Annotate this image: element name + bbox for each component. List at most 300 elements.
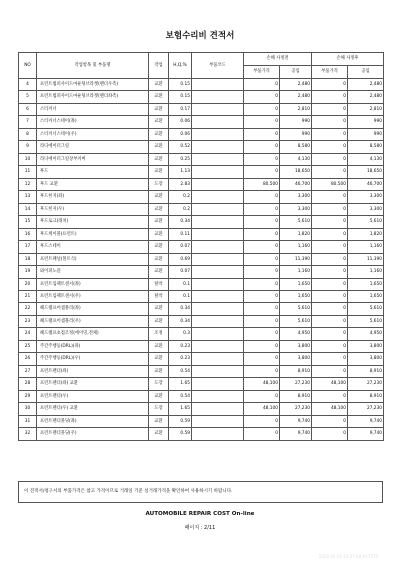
cell-work: 교환: [149, 353, 169, 365]
cell-after-labor: 8,910: [348, 390, 384, 402]
cell-work: 조정: [149, 328, 169, 340]
cell-after-labor: 1,650: [348, 290, 384, 302]
cell-before-part-price: 0: [244, 353, 280, 365]
cell-no: 28: [19, 378, 37, 390]
table-row: [19, 365, 384, 377]
cell-work: 도장: [149, 403, 169, 415]
cell-no: 31: [19, 415, 37, 427]
cell-code: [192, 253, 244, 265]
cell-hqs: 0.34: [169, 315, 192, 327]
cell-item: 후드 교환: [37, 178, 149, 190]
table-row: [19, 166, 384, 178]
cell-item: 후드케이블(프런트): [37, 228, 149, 240]
cell-after-labor: 1,160: [348, 241, 384, 253]
cell-no: 5: [19, 91, 37, 103]
cell-before-part-price: 48,100: [244, 378, 280, 390]
cell-hqs: 0.06: [169, 128, 192, 140]
cell-no: 10: [19, 153, 37, 165]
cell-hqs: 0.1: [169, 290, 192, 302]
cell-before-labor: 8,910: [280, 390, 312, 402]
table-row: [19, 378, 384, 390]
cell-before-labor: 27,230: [280, 403, 312, 415]
cell-work: 도장: [149, 378, 169, 390]
cell-hqs: 0.07: [169, 241, 192, 253]
cell-code: [192, 266, 244, 278]
cell-work: 탈착: [149, 278, 169, 290]
document-title: 보험수리비 견적서: [165, 31, 235, 41]
cell-before-labor: 5,610: [280, 303, 312, 315]
cell-after-part-price: 0: [312, 290, 348, 302]
cell-item: 프런트펜더몰딩(좌): [37, 415, 149, 427]
cell-after-part-price: 0: [312, 153, 348, 165]
cell-code: [192, 328, 244, 340]
cell-hqs: 0.15: [169, 79, 192, 91]
cell-item: 주간주행등(DRL)(좌): [37, 340, 149, 352]
cell-hqs: 0.23: [169, 340, 192, 352]
cell-before-labor: 990: [280, 116, 312, 128]
table-row: [19, 178, 384, 190]
cell-before-part-price: 0: [244, 328, 280, 340]
cell-hqs: 0.25: [169, 153, 192, 165]
cell-before-labor: 3,800: [280, 353, 312, 365]
cell-work: 교환: [149, 166, 169, 178]
cell-before-labor: 46,700: [280, 178, 312, 190]
cell-code: [192, 340, 244, 352]
estimate-table: [18, 52, 384, 441]
table-row: [19, 415, 384, 427]
cell-hqs: 0.59: [169, 415, 192, 427]
cell-item: 프런트범퍼사이드마운팅브라켓(렌더좌측): [37, 91, 149, 103]
table-row: [19, 79, 384, 91]
cell-item: 라디에이터그릴: [37, 141, 149, 153]
header-no: NO: [19, 53, 37, 79]
cell-before-part-price: 0: [244, 266, 280, 278]
cell-after-part-price: 0: [312, 79, 348, 91]
cell-after-part-price: 0: [312, 266, 348, 278]
table-row: [19, 103, 384, 115]
cell-work: 교환: [149, 128, 169, 140]
cell-before-labor: 990: [280, 128, 312, 140]
cell-after-labor: 5,610: [348, 216, 384, 228]
cell-work: 교환: [149, 91, 169, 103]
cell-after-part-price: 80,500: [312, 178, 348, 190]
table-row: [19, 290, 384, 302]
cell-before-labor: 3,300: [280, 191, 312, 203]
cell-no: 22: [19, 303, 37, 315]
cell-no: 17: [19, 241, 37, 253]
table-row: [19, 116, 384, 128]
cell-no: 20: [19, 278, 37, 290]
cell-after-part-price: 0: [312, 390, 348, 402]
cell-after-part-price: 0: [312, 328, 348, 340]
cell-item: 후드로크(래치): [37, 216, 149, 228]
cell-no: 29: [19, 390, 37, 402]
cell-work: 교환: [149, 241, 169, 253]
header-work: 작업: [149, 53, 169, 79]
cell-after-labor: 2,810: [348, 103, 384, 115]
table-row: [19, 153, 384, 165]
cell-after-labor: 3,800: [348, 340, 384, 352]
cell-work: 교환: [149, 428, 169, 440]
cell-item: 헤드램프어셈블리(우): [37, 315, 149, 327]
footer-title: AUTOMOBILE REPAIR COST On-line: [145, 511, 255, 517]
cell-after-part-price: 0: [312, 203, 348, 215]
cell-no: 23: [19, 315, 37, 327]
cell-hqs: 0.07: [169, 266, 192, 278]
cell-before-labor: 5,610: [280, 216, 312, 228]
cell-no: 11: [19, 166, 37, 178]
cell-item: 헤드램프어셈블리(좌): [37, 303, 149, 315]
cell-hqs: 0.06: [169, 116, 192, 128]
cell-code: [192, 103, 244, 115]
cell-work: 교환: [149, 303, 169, 315]
cell-code: [192, 390, 244, 402]
cell-no: 12: [19, 178, 37, 190]
cell-after-part-price: 0: [312, 253, 348, 265]
price-notice: 이 견적서/청구서의 부품가격은 참고 가격이므로 거래일 기준 실거래가격을 확인하여 사용하시기 바랍니다.: [18, 481, 383, 503]
cell-after-labor: 3,800: [348, 353, 384, 365]
cell-before-part-price: 48,100: [244, 403, 280, 415]
table-row: [19, 141, 384, 153]
table-row: [19, 278, 384, 290]
header-hqs: H,Q,%: [169, 53, 192, 79]
cell-item: 프런트펜더(우) 교환: [37, 403, 149, 415]
cell-work: 교환: [149, 141, 169, 153]
cell-item: 후드스테이: [37, 241, 149, 253]
cell-after-labor: 4,130: [348, 153, 384, 165]
cell-hqs: 0.52: [169, 141, 192, 153]
cell-no: 13: [19, 191, 37, 203]
cell-work: 교환: [149, 415, 169, 427]
cell-after-labor: 11,390: [348, 253, 384, 265]
cell-work: 교환: [149, 103, 169, 115]
cell-work: 교환: [149, 191, 169, 203]
cell-work: 교환: [149, 340, 169, 352]
cell-code: [192, 191, 244, 203]
cell-item: 프런트펜더(좌) 교환: [37, 378, 149, 390]
cell-code: [192, 365, 244, 377]
cell-hqs: 0.23: [169, 353, 192, 365]
header-after-labor: 공임: [348, 66, 384, 79]
cell-after-part-price: 0: [312, 166, 348, 178]
cell-after-labor: 3,300: [348, 203, 384, 215]
cell-before-part-price: 0: [244, 278, 280, 290]
cell-after-part-price: 48,100: [312, 378, 348, 390]
table-row: [19, 91, 384, 103]
cell-after-part-price: 0: [312, 116, 348, 128]
cell-work: 도장: [149, 178, 169, 190]
cell-code: [192, 228, 244, 240]
cell-before-part-price: 0: [244, 91, 280, 103]
cell-work: 교환: [149, 315, 169, 327]
cell-work: 교환: [149, 266, 169, 278]
table-row: [19, 253, 384, 265]
cell-after-part-price: 0: [312, 228, 348, 240]
cell-hqs: 0.17: [169, 103, 192, 115]
cell-before-part-price: 0: [244, 428, 280, 440]
cell-no: 30: [19, 403, 37, 415]
cell-code: [192, 403, 244, 415]
cell-code: [192, 166, 244, 178]
cell-no: 16: [19, 228, 37, 240]
cell-code: [192, 178, 244, 190]
cell-item: 후드힌지(좌): [37, 191, 149, 203]
cell-hqs: 1.13: [169, 166, 192, 178]
cell-after-part-price: 0: [312, 340, 348, 352]
header-before-labor: 공임: [280, 66, 312, 79]
cell-after-part-price: 0: [312, 191, 348, 203]
cell-code: [192, 91, 244, 103]
cell-item: 후드힌지(우): [37, 203, 149, 215]
cell-after-labor: 3,300: [348, 191, 384, 203]
table-row: [19, 340, 384, 352]
cell-before-part-price: 0: [244, 191, 280, 203]
cell-before-labor: 2,480: [280, 79, 312, 91]
cell-hqs: 2.83: [169, 178, 192, 190]
cell-after-part-price: 0: [312, 415, 348, 427]
table-row: [19, 315, 384, 327]
cell-no: 25: [19, 340, 37, 352]
header-after-part-price: 부품가격: [312, 66, 348, 79]
cell-after-labor: 2,480: [348, 79, 384, 91]
cell-before-labor: 8,580: [280, 141, 312, 153]
cell-code: [192, 116, 244, 128]
cell-after-labor: 8,580: [348, 141, 384, 153]
header-before: 손해 사정전: [244, 53, 312, 66]
cell-after-labor: 27,230: [348, 378, 384, 390]
cell-item: 프런트펜더몰딩(우): [37, 428, 149, 440]
cell-no: 32: [19, 428, 37, 440]
cell-work: 탈착: [149, 290, 169, 302]
cell-hqs: 1.65: [169, 403, 192, 415]
table-header: [19, 53, 384, 79]
cell-work: 교환: [149, 228, 169, 240]
cell-no: 4: [19, 79, 37, 91]
cell-before-part-price: 0: [244, 303, 280, 315]
cell-code: [192, 428, 244, 440]
cell-after-labor: 990: [348, 128, 384, 140]
cell-no: 7: [19, 116, 37, 128]
cell-after-labor: 18,650: [348, 166, 384, 178]
cell-code: [192, 278, 244, 290]
cell-hqs: 1.65: [169, 378, 192, 390]
cell-item: 후드: [37, 166, 149, 178]
cell-code: [192, 290, 244, 302]
cell-before-part-price: 0: [244, 253, 280, 265]
cell-code: [192, 315, 244, 327]
cell-work: 교환: [149, 253, 169, 265]
table-row: [19, 216, 384, 228]
print-stamp: 2024-05-05 10:37:40 A17773: [318, 554, 378, 559]
cell-after-labor: 1,650: [348, 278, 384, 290]
header-before-part-price: 부품가격: [244, 66, 280, 79]
cell-before-labor: 1,820: [280, 228, 312, 240]
header-after: 손해 사정후: [312, 53, 384, 66]
cell-work: 교환: [149, 203, 169, 215]
cell-item: 프런트임팩트센서(우): [37, 290, 149, 302]
cell-before-labor: 3,300: [280, 203, 312, 215]
cell-work: 교환: [149, 390, 169, 402]
cell-before-part-price: 0: [244, 166, 280, 178]
cell-item: 스티커너스테이(좌): [37, 116, 149, 128]
cell-before-part-price: 0: [244, 340, 280, 352]
cell-no: 14: [19, 203, 37, 215]
table-row: [19, 228, 384, 240]
cell-code: [192, 79, 244, 91]
cell-no: 26: [19, 353, 37, 365]
table-row: [19, 390, 384, 402]
cell-after-labor: 46,700: [348, 178, 384, 190]
cell-after-labor: 5,610: [348, 303, 384, 315]
cell-hqs: 0.3: [169, 328, 192, 340]
page-number: 페이지 : 2/11: [184, 525, 216, 531]
cell-item: 헤드램프초점조정(에이밍,전체): [37, 328, 149, 340]
cell-before-part-price: 0: [244, 315, 280, 327]
header-item: 작업항목 및 부품명: [37, 53, 149, 79]
cell-after-labor: 9,740: [348, 428, 384, 440]
cell-item: 스티커너스테이(우): [37, 128, 149, 140]
cell-no: 19: [19, 266, 37, 278]
cell-hqs: 0.2: [169, 191, 192, 203]
table-row: [19, 191, 384, 203]
cell-before-part-price: 0: [244, 241, 280, 253]
cell-code: [192, 141, 244, 153]
cell-work: 교환: [149, 216, 169, 228]
table-row: [19, 428, 384, 440]
cell-no: 8: [19, 128, 37, 140]
cell-before-part-price: 0: [244, 365, 280, 377]
cell-no: 6: [19, 103, 37, 115]
cell-item: 스티커너: [37, 103, 149, 115]
cell-after-labor: 27,230: [348, 403, 384, 415]
cell-after-part-price: 0: [312, 128, 348, 140]
cell-after-labor: 990: [348, 116, 384, 128]
cell-before-labor: 2,480: [280, 91, 312, 103]
cell-after-part-price: 0: [312, 216, 348, 228]
cell-item: 프런트펜더(우): [37, 390, 149, 402]
cell-code: [192, 415, 244, 427]
cell-before-labor: 5,610: [280, 315, 312, 327]
cell-before-part-price: 0: [244, 116, 280, 128]
cell-code: [192, 378, 244, 390]
cell-code: [192, 203, 244, 215]
cell-before-part-price: 0: [244, 390, 280, 402]
cell-after-labor: 9,740: [348, 415, 384, 427]
table-row: [19, 203, 384, 215]
cell-after-part-price: 0: [312, 303, 348, 315]
cell-before-part-price: 0: [244, 128, 280, 140]
cell-after-labor: 2,480: [348, 91, 384, 103]
cell-hqs: 0.34: [169, 303, 192, 315]
cell-code: [192, 303, 244, 315]
cell-before-part-price: 0: [244, 290, 280, 302]
cell-work: 교환: [149, 365, 169, 377]
cell-before-labor: 18,650: [280, 166, 312, 178]
cell-item: 프런트패널(볼트식): [37, 253, 149, 265]
cell-hqs: 0.69: [169, 253, 192, 265]
cell-after-labor: 5,610: [348, 315, 384, 327]
cell-before-labor: 9,740: [280, 428, 312, 440]
table-row: [19, 353, 384, 365]
cell-before-labor: 3,800: [280, 340, 312, 352]
cell-code: [192, 153, 244, 165]
table-body: [19, 79, 384, 441]
table-row: [19, 403, 384, 415]
cell-hqs: 0.11: [169, 228, 192, 240]
table-row: [19, 303, 384, 315]
cell-hqs: 0.1: [169, 278, 192, 290]
cell-item: 프런트범퍼사이드마운팅브라켓(렌더우측): [37, 79, 149, 91]
cell-code: [192, 353, 244, 365]
cell-after-part-price: 0: [312, 103, 348, 115]
cell-no: 21: [19, 290, 37, 302]
cell-work: 교환: [149, 153, 169, 165]
table-row: [19, 128, 384, 140]
cell-no: 9: [19, 141, 37, 153]
cell-after-part-price: 0: [312, 365, 348, 377]
cell-code: [192, 128, 244, 140]
table-row: [19, 241, 384, 253]
cell-before-labor: 4,130: [280, 153, 312, 165]
cell-item: 라디에이터그릴상부커버: [37, 153, 149, 165]
cell-hqs: 0.15: [169, 91, 192, 103]
cell-work: 교환: [149, 79, 169, 91]
cell-before-part-price: 80,500: [244, 178, 280, 190]
cell-item: 와이퍼노즐: [37, 266, 149, 278]
cell-item: 프런트임팩트센서(좌): [37, 278, 149, 290]
cell-after-labor: 4,950: [348, 328, 384, 340]
cell-before-labor: 1,160: [280, 241, 312, 253]
cell-no: 27: [19, 365, 37, 377]
cell-after-part-price: 48,100: [312, 403, 348, 415]
cell-no: 18: [19, 253, 37, 265]
header-code: 부품코드: [192, 53, 244, 79]
cell-after-labor: 8,910: [348, 365, 384, 377]
cell-before-labor: 9,740: [280, 415, 312, 427]
cell-after-part-price: 0: [312, 315, 348, 327]
cell-hqs: 0.59: [169, 428, 192, 440]
cell-after-part-price: 0: [312, 141, 348, 153]
table-row: [19, 266, 384, 278]
cell-before-labor: 8,910: [280, 365, 312, 377]
table-row: [19, 328, 384, 340]
cell-no: 15: [19, 216, 37, 228]
cell-hqs: 0.2: [169, 203, 192, 215]
cell-before-part-price: 0: [244, 415, 280, 427]
cell-after-labor: 1,820: [348, 228, 384, 240]
cell-hqs: 0.54: [169, 365, 192, 377]
cell-before-labor: 1,650: [280, 290, 312, 302]
cell-after-part-price: 0: [312, 278, 348, 290]
cell-after-part-price: 0: [312, 241, 348, 253]
cell-after-part-price: 0: [312, 428, 348, 440]
cell-before-part-price: 0: [244, 141, 280, 153]
cell-before-labor: 27,230: [280, 378, 312, 390]
cell-after-labor: 1,160: [348, 266, 384, 278]
cell-item: 프런트펜더(좌): [37, 365, 149, 377]
cell-hqs: 0.34: [169, 216, 192, 228]
cell-before-part-price: 0: [244, 203, 280, 215]
cell-code: [192, 241, 244, 253]
cell-before-part-price: 0: [244, 216, 280, 228]
cell-before-labor: 1,160: [280, 266, 312, 278]
cell-no: 24: [19, 328, 37, 340]
cell-before-labor: 11,390: [280, 253, 312, 265]
cell-before-part-price: 0: [244, 103, 280, 115]
cell-before-labor: 4,950: [280, 328, 312, 340]
cell-before-labor: 1,650: [280, 278, 312, 290]
cell-before-part-price: 0: [244, 228, 280, 240]
